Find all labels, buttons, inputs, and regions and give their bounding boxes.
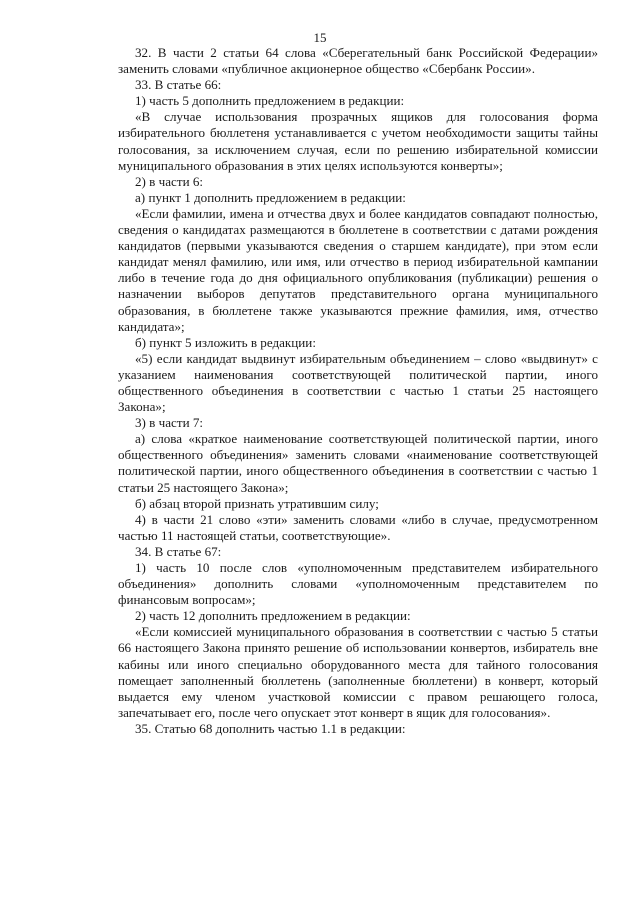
paragraph: 35. Статью 68 дополнить частью 1.1 в редакции:: [135, 720, 406, 736]
paragraph: 4) в части 21 слово «эти» заменить словами «либо в случае, предусмотренном частью 11 настоящей статьи, соответствующие».: [118, 511, 598, 543]
paragraph: б) пункт 5 изложить в редакции:: [135, 334, 316, 350]
paragraph: 3) в части 7:: [135, 415, 204, 431]
document-body: [118, 45, 598, 737]
paragraph: 34. В статье 67:: [135, 543, 222, 559]
paragraph: а) пункт 1 дополнить предложением в редакции:: [135, 189, 406, 205]
paragraph: а) слова «краткое наименование соответствующей политической партии, иного общественного объединения» заменить словами «наименование соответствующей политической партии, иного общественного объединения в соответствии с частью 1 статьи 25 настоящего Закона»;: [118, 431, 598, 495]
paragraph: б) абзац второй признать утратившим силу;: [135, 495, 379, 511]
paragraph: 1) часть 5 дополнить предложением в редакции:: [135, 93, 405, 109]
page-number: 15: [313, 30, 327, 45]
paragraph: «В случае использования прозрачных ящиков для голосования форма избирательного бюллетеня устанавливается с учетом необходимости защиты тайны голосования, за исключением случая, если по решению избирательной комиссии муниципального образования в этих целях используются конверты»;: [118, 109, 598, 173]
paragraph: «5) если кандидат выдвинут избирательным объединением – слово «выдвинут» с указанием наименования соответствующей политической партии, иного общественного объединения в соответствии с частью 1 статьи 25 настоящего Закона»;: [118, 350, 598, 415]
paragraph: 2) часть 12 дополнить предложением в редакции:: [135, 608, 411, 624]
paragraph: 1) часть 10 после слов «уполномоченным представителем избирательного объединения» дополнить словами «уполномоченным представителем по финансовым вопросам»;: [118, 560, 598, 608]
paragraph: «Если комиссией муниципального образования в соответствии с частью 5 статьи 66 настоящего Закона принято решение об использовании конвертов, избиратель вне кабины или иного специально оборудованного места для тайного голосования помещает заполненный бюллетень (заполненные бюллетени) в конверт, который выдается ему членом участковой комиссии с правом решающего голоса, запечатывает его, после чего опускает этот конверт в ящик для голосования».: [118, 624, 598, 720]
paragraph: 32. В части 2 статьи 64 слова «Сберегательный банк Российской Федерации» заменить словами «публичное акционерное общество «Сбербанк России».: [118, 45, 598, 77]
paragraph: 33. В статье 66:: [135, 77, 222, 93]
paragraph: «Если фамилии, имена и отчества двух и более кандидатов совпадают полностью, сведения о кандидатах размещаются в бюллетене в соответствии с датами рождения кандидатов (первыми указываются сведения о старшем кандидате), при этом если кандидат менял фамилию, или имя, или отчество в период избирательной кампании либо в течение года до дня официального опубликования (публикации) решения о назначении выборов депутатов представительного органа муниципального образования, в бюллетене также указываются прежние фамилия, имя, отчество кандидата»;: [118, 205, 598, 334]
paragraph: 2) в части 6:: [135, 173, 204, 189]
